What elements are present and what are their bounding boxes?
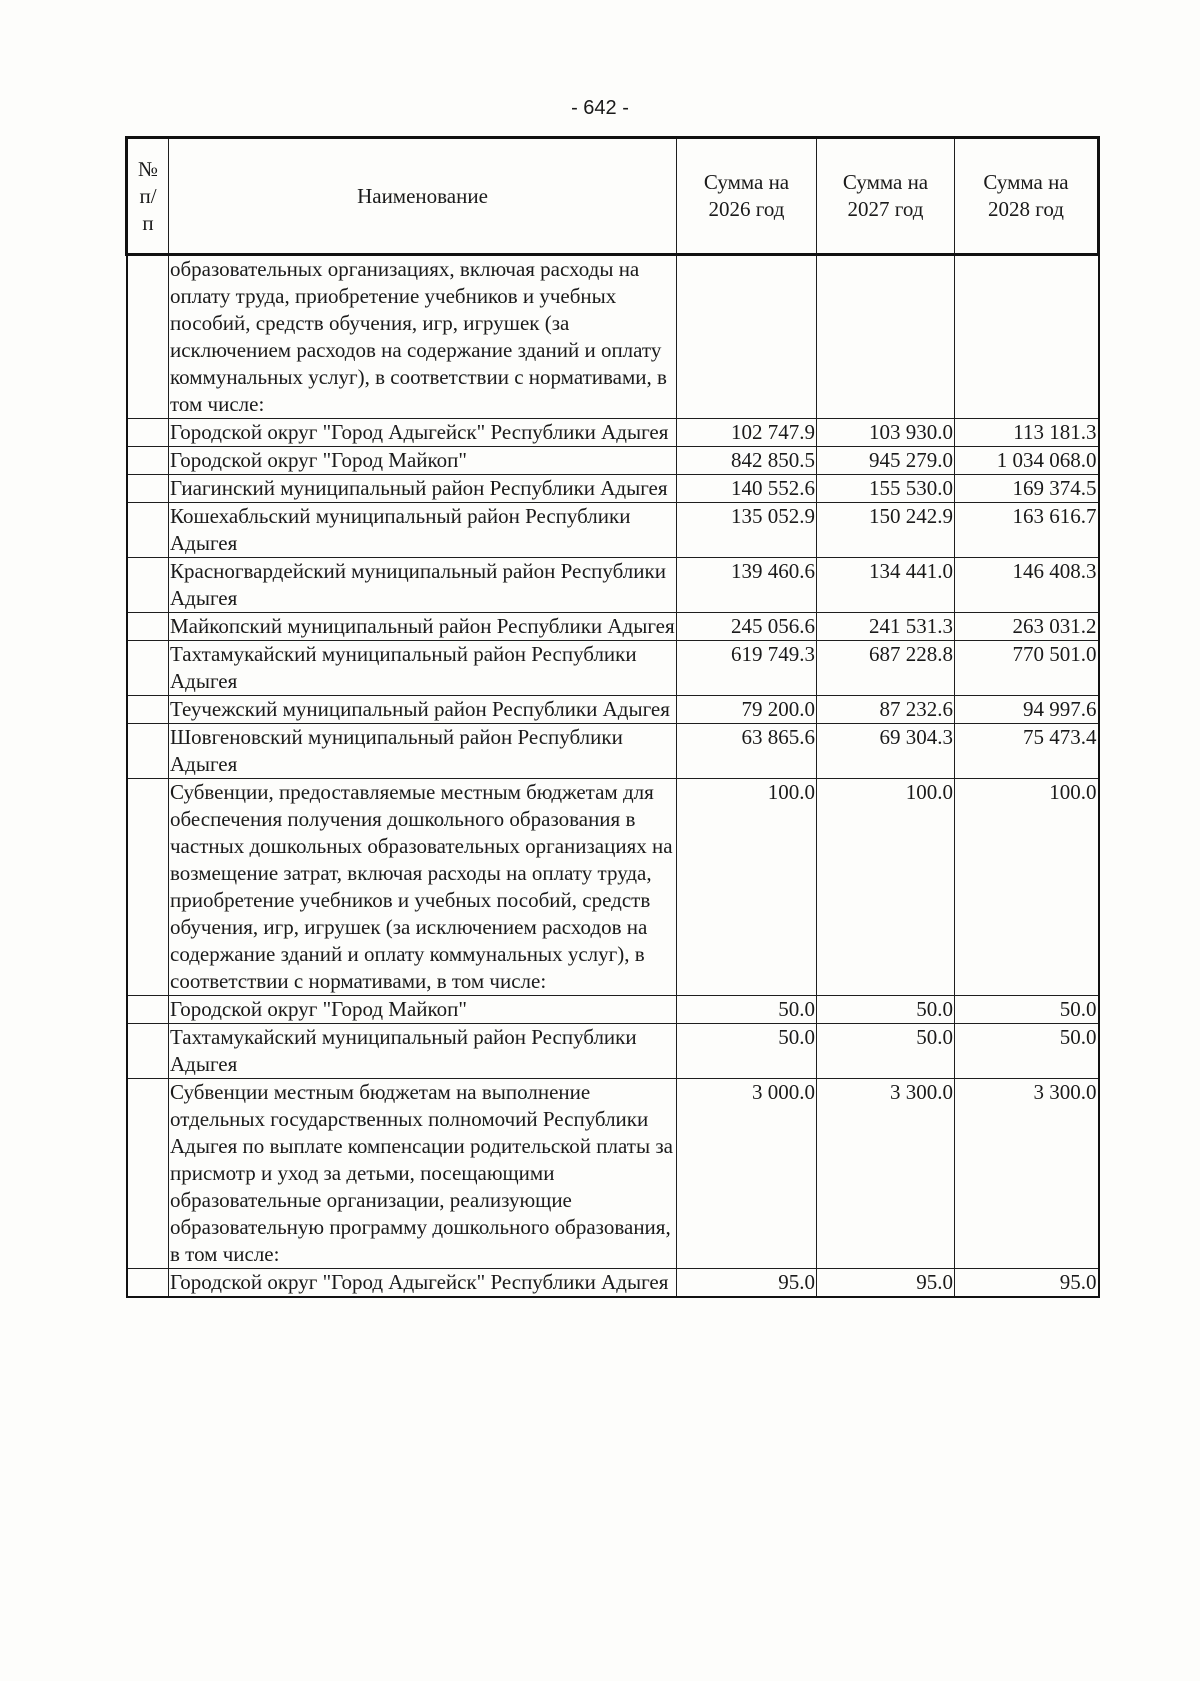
amount-2026-cell: 50.0 — [677, 1024, 817, 1079]
amount-2028-cell: 3 300.0 — [955, 1079, 1099, 1269]
amount-2026-cell: 102 747.9 — [677, 419, 817, 447]
row-name-cell: Городской округ "Город Адыгейск" Республики Адыгея — [169, 1269, 677, 1298]
table-header-row — [127, 138, 1099, 255]
amount-2027-cell: 69 304.3 — [817, 724, 955, 779]
row-name-cell: Тахтамукайский муниципальный район Республики Адыгея — [169, 641, 677, 696]
table-row — [127, 255, 1099, 419]
row-name-cell: Субвенции местным бюджетам на выполнение отдельных государственных полномочий Республики Адыгея по выплате компенсации родительской платы за присмотр и уход за детьми, посещающими образовательные организации, реализующие образовательную программу дошкольного образования, в том числе: — [169, 1079, 677, 1269]
row-number-cell — [127, 255, 169, 419]
row-number-cell — [127, 696, 169, 724]
row-number-cell — [127, 558, 169, 613]
row-number-cell — [127, 475, 169, 503]
row-number-cell — [127, 724, 169, 779]
row-number-cell — [127, 996, 169, 1024]
amount-2027-cell: 687 228.8 — [817, 641, 955, 696]
amount-2028-cell: 50.0 — [955, 1024, 1099, 1079]
table-row — [127, 447, 1099, 475]
table-row — [127, 503, 1099, 558]
header-number: № п/п — [127, 138, 169, 255]
amount-2027-cell: 945 279.0 — [817, 447, 955, 475]
amount-2028-cell — [955, 255, 1099, 419]
row-number-cell — [127, 779, 169, 996]
row-number-cell — [127, 613, 169, 641]
row-name-cell: Тахтамукайский муниципальный район Республики Адыгея — [169, 1024, 677, 1079]
amount-2027-cell: 103 930.0 — [817, 419, 955, 447]
amount-2028-cell: 146 408.3 — [955, 558, 1099, 613]
row-number-cell — [127, 1024, 169, 1079]
amount-2027-cell: 95.0 — [817, 1269, 955, 1298]
amount-2028-cell: 50.0 — [955, 996, 1099, 1024]
amount-2027-cell: 3 300.0 — [817, 1079, 955, 1269]
row-number-cell — [127, 419, 169, 447]
amount-2027-cell: 134 441.0 — [817, 558, 955, 613]
page-number: - 642 - — [571, 97, 629, 119]
row-name-cell: Субвенции, предоставляемые местным бюджетам для обеспечения получения дошкольного образования в частных дошкольных образовательных организациях на возмещение затрат, включая расходы на оплату труда, приобретение учебников и учебных пособий, средств обучения, игр, игрушек (за исключением расходов на содержание зданий и оплату коммунальных услуг), в соответствии с нормативами, в том числе: — [169, 779, 677, 996]
table-row — [127, 475, 1099, 503]
header-name: Наименование — [169, 138, 677, 255]
table-row — [127, 996, 1099, 1024]
table-row — [127, 558, 1099, 613]
amount-2027-cell: 100.0 — [817, 779, 955, 996]
row-name-cell: Шовгеновский муниципальный район Республики Адыгея — [169, 724, 677, 779]
row-number-cell — [127, 503, 169, 558]
header-2027: Сумма на 2027 год — [817, 138, 955, 255]
amount-2028-cell: 95.0 — [955, 1269, 1099, 1298]
amount-2028-cell: 169 374.5 — [955, 475, 1099, 503]
amount-2026-cell: 140 552.6 — [677, 475, 817, 503]
amount-2028-cell: 770 501.0 — [955, 641, 1099, 696]
row-name-cell: Городской округ "Город Майкоп" — [169, 996, 677, 1024]
amount-2026-cell: 245 056.6 — [677, 613, 817, 641]
table-row — [127, 1079, 1099, 1269]
amount-2028-cell: 1 034 068.0 — [955, 447, 1099, 475]
amount-2026-cell: 3 000.0 — [677, 1079, 817, 1269]
table-row — [127, 419, 1099, 447]
budget-table — [125, 136, 1100, 1298]
table-row — [127, 779, 1099, 996]
table-row — [127, 613, 1099, 641]
row-number-cell — [127, 1079, 169, 1269]
amount-2027-cell: 150 242.9 — [817, 503, 955, 558]
table-row — [127, 641, 1099, 696]
amount-2028-cell: 75 473.4 — [955, 724, 1099, 779]
table-row — [127, 696, 1099, 724]
row-name-cell: Красногвардейский муниципальный район Республики Адыгея — [169, 558, 677, 613]
row-name-cell: образовательных организациях, включая расходы на оплату труда, приобретение учебников и учебных пособий, средств обучения, игр, игрушек (за исключением расходов на содержание зданий и оплату коммунальных услуг), в соответствии с нормативами, в том числе: — [169, 255, 677, 419]
amount-2028-cell: 113 181.3 — [955, 419, 1099, 447]
row-name-cell: Городской округ "Город Адыгейск" Республики Адыгея — [169, 419, 677, 447]
header-2026: Сумма на 2026 год — [677, 138, 817, 255]
amount-2028-cell: 100.0 — [955, 779, 1099, 996]
amount-2027-cell: 241 531.3 — [817, 613, 955, 641]
amount-2027-cell: 50.0 — [817, 996, 955, 1024]
row-name-cell: Майкопский муниципальный район Республики Адыгея — [169, 613, 677, 641]
table-row — [127, 1269, 1099, 1298]
amount-2027-cell: 155 530.0 — [817, 475, 955, 503]
table-row — [127, 724, 1099, 779]
amount-2026-cell: 619 749.3 — [677, 641, 817, 696]
amount-2027-cell — [817, 255, 955, 419]
amount-2027-cell: 87 232.6 — [817, 696, 955, 724]
header-2028: Сумма на 2028 год — [955, 138, 1099, 255]
amount-2028-cell: 163 616.7 — [955, 503, 1099, 558]
amount-2026-cell: 135 052.9 — [677, 503, 817, 558]
table-row — [127, 1024, 1099, 1079]
amount-2026-cell — [677, 255, 817, 419]
amount-2026-cell: 842 850.5 — [677, 447, 817, 475]
row-number-cell — [127, 641, 169, 696]
row-name-cell: Городской округ "Город Майкоп" — [169, 447, 677, 475]
amount-2026-cell: 139 460.6 — [677, 558, 817, 613]
amount-2026-cell: 95.0 — [677, 1269, 817, 1298]
row-number-cell — [127, 1269, 169, 1298]
amount-2028-cell: 263 031.2 — [955, 613, 1099, 641]
row-name-cell: Гиагинский муниципальный район Республики Адыгея — [169, 475, 677, 503]
amount-2026-cell: 63 865.6 — [677, 724, 817, 779]
amount-2026-cell: 50.0 — [677, 996, 817, 1024]
amount-2028-cell: 94 997.6 — [955, 696, 1099, 724]
row-number-cell — [127, 447, 169, 475]
row-name-cell: Кошехабльский муниципальный район Республики Адыгея — [169, 503, 677, 558]
amount-2026-cell: 79 200.0 — [677, 696, 817, 724]
row-name-cell: Теучежский муниципальный район Республики Адыгея — [169, 696, 677, 724]
amount-2027-cell: 50.0 — [817, 1024, 955, 1079]
amount-2026-cell: 100.0 — [677, 779, 817, 996]
